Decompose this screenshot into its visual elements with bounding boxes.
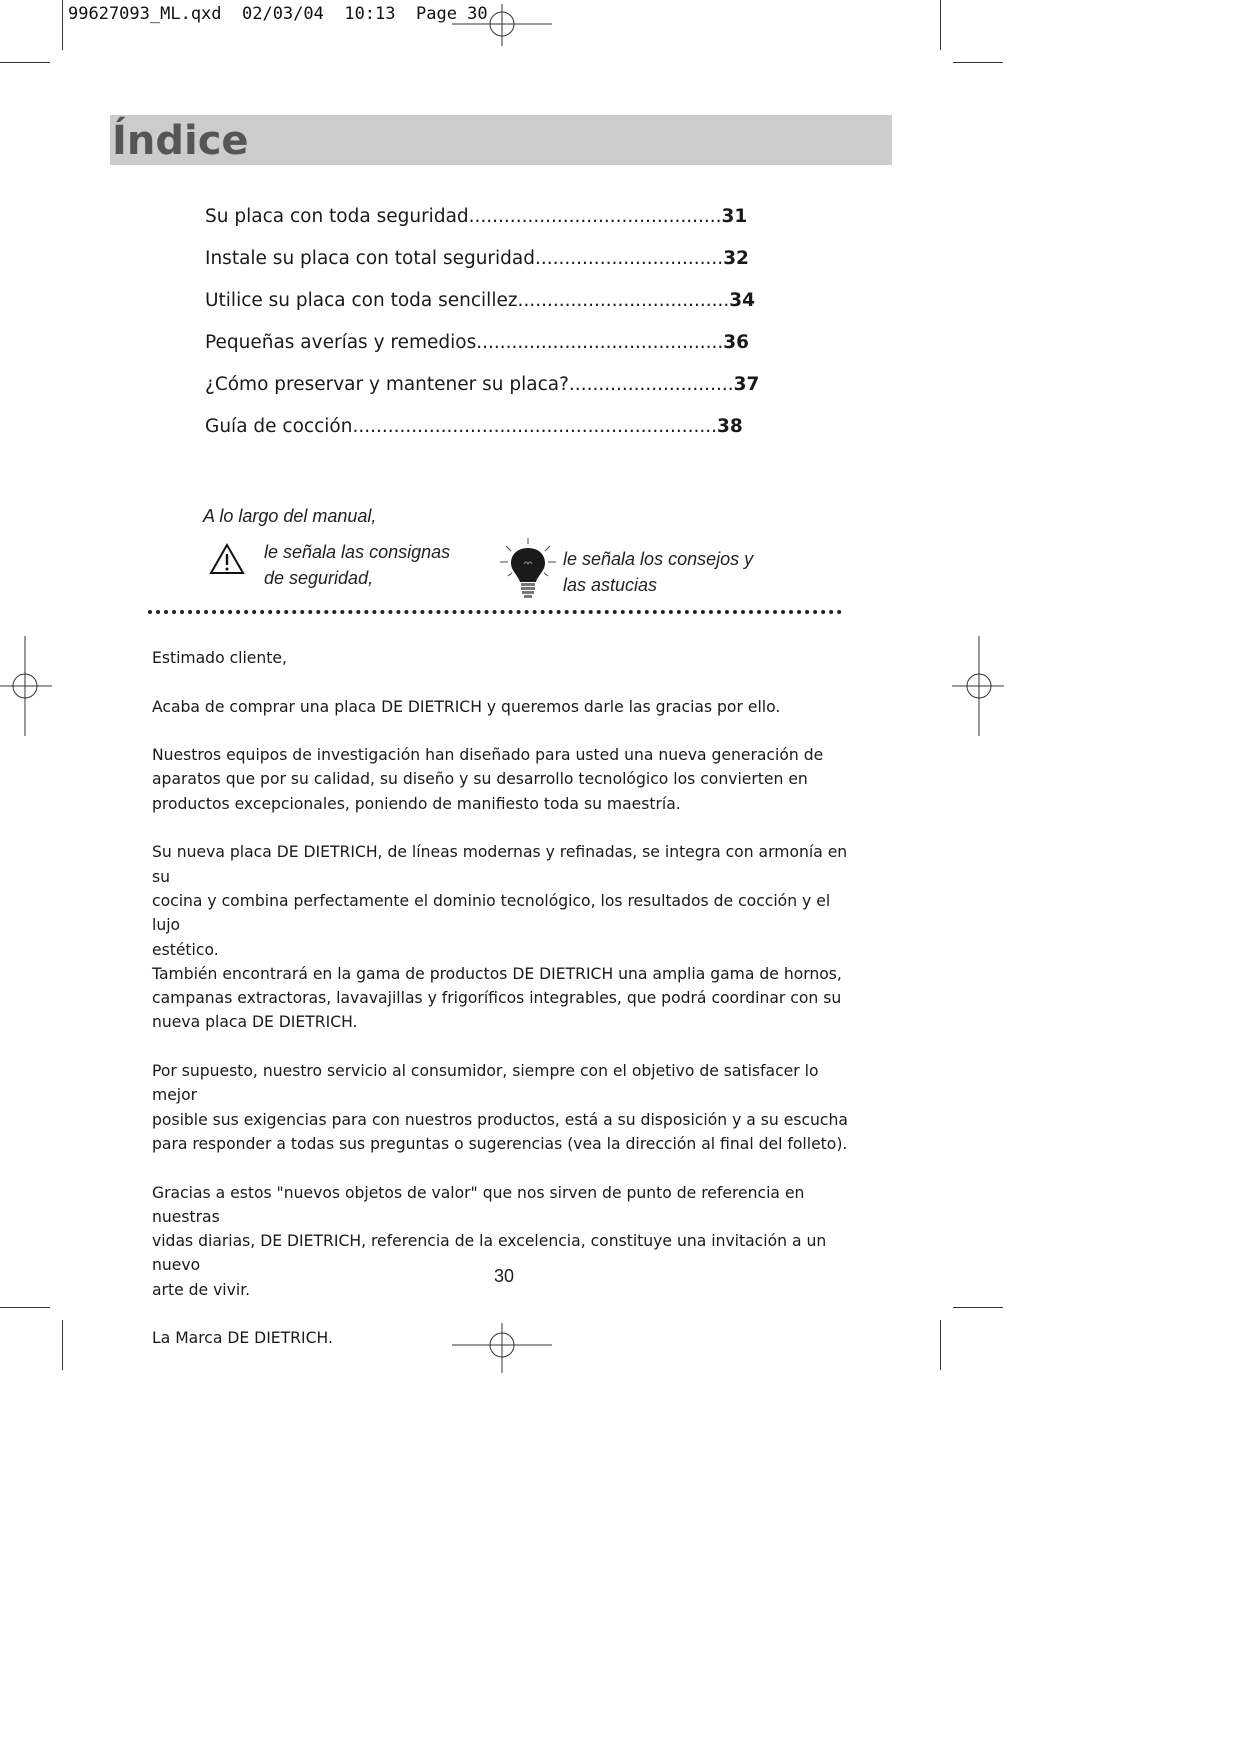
legend-intro: A lo largo del manual, — [203, 506, 377, 526]
letter-line: También encontrará en la gama de productos DE DIETRICH una amplia gama de hornos, — [152, 964, 842, 983]
warning-triangle-icon — [209, 543, 245, 575]
toc-entry-page: 31 — [721, 206, 748, 227]
page-title: Índice — [112, 118, 249, 164]
toc-entry-label: ¿Cómo preservar y mantener su placa?............................ — [205, 374, 734, 395]
letter-line: campanas extractoras, lavavajillas y frigoríficos integrables, que podrá coordinar con su — [152, 989, 842, 1008]
dotted-divider — [148, 610, 842, 626]
letter-line: Por supuesto, nuestro servicio al consumidor, siempre con el objetivo de satisfacer lo mejor — [152, 1062, 819, 1105]
letter-paragraph — [152, 1059, 852, 1156]
legend-warning-line: le señala las consignas — [264, 542, 451, 562]
letter-line: posible sus exigencias para con nuestros productos, está a su disposición y a su escucha — [152, 1110, 848, 1129]
file-slug: 99627093_ML.qxd 02/03/04 10:13 Page 30 — [68, 4, 488, 24]
letter-paragraph — [152, 962, 852, 1035]
toc-entry[interactable] — [205, 284, 756, 326]
letter-line: aparatos que por su calidad, su diseño y su desarrollo tecnológico los convierten en — [152, 770, 808, 789]
page-number: 30 — [493, 1266, 515, 1286]
letter-signature: La Marca DE DIETRICH. — [152, 1329, 333, 1348]
toc-entry-page: 34 — [729, 290, 756, 311]
toc-entry-page: 38 — [717, 416, 743, 437]
legend-tip-line: le señala los consejos y — [563, 549, 754, 569]
crop-mark — [953, 1307, 1003, 1308]
toc-entry[interactable] — [205, 326, 749, 368]
lightbulb-icon — [500, 538, 556, 600]
letter-line: Nuestros equipos de investigación han diseñado para usted una nueva generación de — [152, 746, 824, 765]
crop-mark — [940, 0, 941, 50]
legend-warning-text — [264, 539, 450, 591]
legend-tip-text — [563, 546, 753, 598]
crop-mark — [0, 62, 50, 63]
letter-paragraph: Acaba de comprar una placa DE DIETRICH y queremos darle las gracias por ello. — [152, 697, 781, 716]
legend-tip-line: las astucias — [563, 575, 658, 595]
letter-line: arte de vivir. — [152, 1280, 251, 1299]
crop-mark — [0, 1307, 50, 1308]
letter-paragraph — [152, 743, 852, 816]
toc-entry-label: Utilice su placa con toda sencillez.................................... — [205, 290, 730, 311]
letter-line: cocina y combina perfectamente el dominio tecnológico, los resultados de cocción y el lujo — [152, 891, 831, 935]
letter-line: nueva placa DE DIETRICH. — [152, 1013, 358, 1032]
registration-mark-icon — [452, 4, 552, 46]
toc-entry-label: Su placa con toda seguridad........................................... — [205, 206, 722, 227]
letter-greeting: Estimado cliente, — [152, 649, 287, 667]
letter-line: Gracias a estos "nuevos objetos de valor" que nos sirven de punto de referencia en nuestras — [152, 1183, 805, 1226]
toc-entry[interactable] — [205, 410, 743, 452]
toc-entry-label: Guía de cocción.............................................................. — [205, 416, 718, 437]
registration-mark-icon — [0, 636, 52, 736]
letter-line: Su nueva placa DE DIETRICH, de líneas modernas y refinadas, se integra con armonía en su — [152, 843, 848, 886]
toc-entry-page: 37 — [733, 374, 760, 395]
crop-mark — [953, 62, 1003, 63]
toc-entry[interactable] — [205, 200, 748, 242]
toc-entry-page: 32 — [723, 248, 749, 269]
toc-entry-label: Pequeñas averías y remedios.......................................... — [205, 332, 724, 353]
toc-entry[interactable] — [205, 242, 749, 284]
letter-line: productos excepcionales, poniendo de manifiesto toda su maestría. — [152, 794, 681, 813]
crop-mark — [62, 1320, 63, 1370]
letter-line: para responder a todas sus preguntas o sugerencias (vea la dirección al final del folleto). — [152, 1134, 848, 1153]
registration-mark-icon — [952, 636, 1004, 736]
toc-entry-page: 36 — [723, 332, 749, 353]
crop-mark — [62, 0, 63, 50]
table-of-contents — [205, 200, 760, 452]
letter-paragraph — [152, 840, 852, 961]
toc-entry-label: Instale su placa con total seguridad................................ — [205, 248, 724, 269]
letter-line: vidas diarias, DE DIETRICH, referencia de la excelencia, constituye una invitación a un nuevo — [152, 1232, 827, 1275]
legend-warning-line: de seguridad, — [264, 568, 374, 588]
crop-mark — [940, 1320, 941, 1370]
toc-entry[interactable] — [205, 368, 760, 410]
letter-line: estético. — [152, 940, 219, 959]
